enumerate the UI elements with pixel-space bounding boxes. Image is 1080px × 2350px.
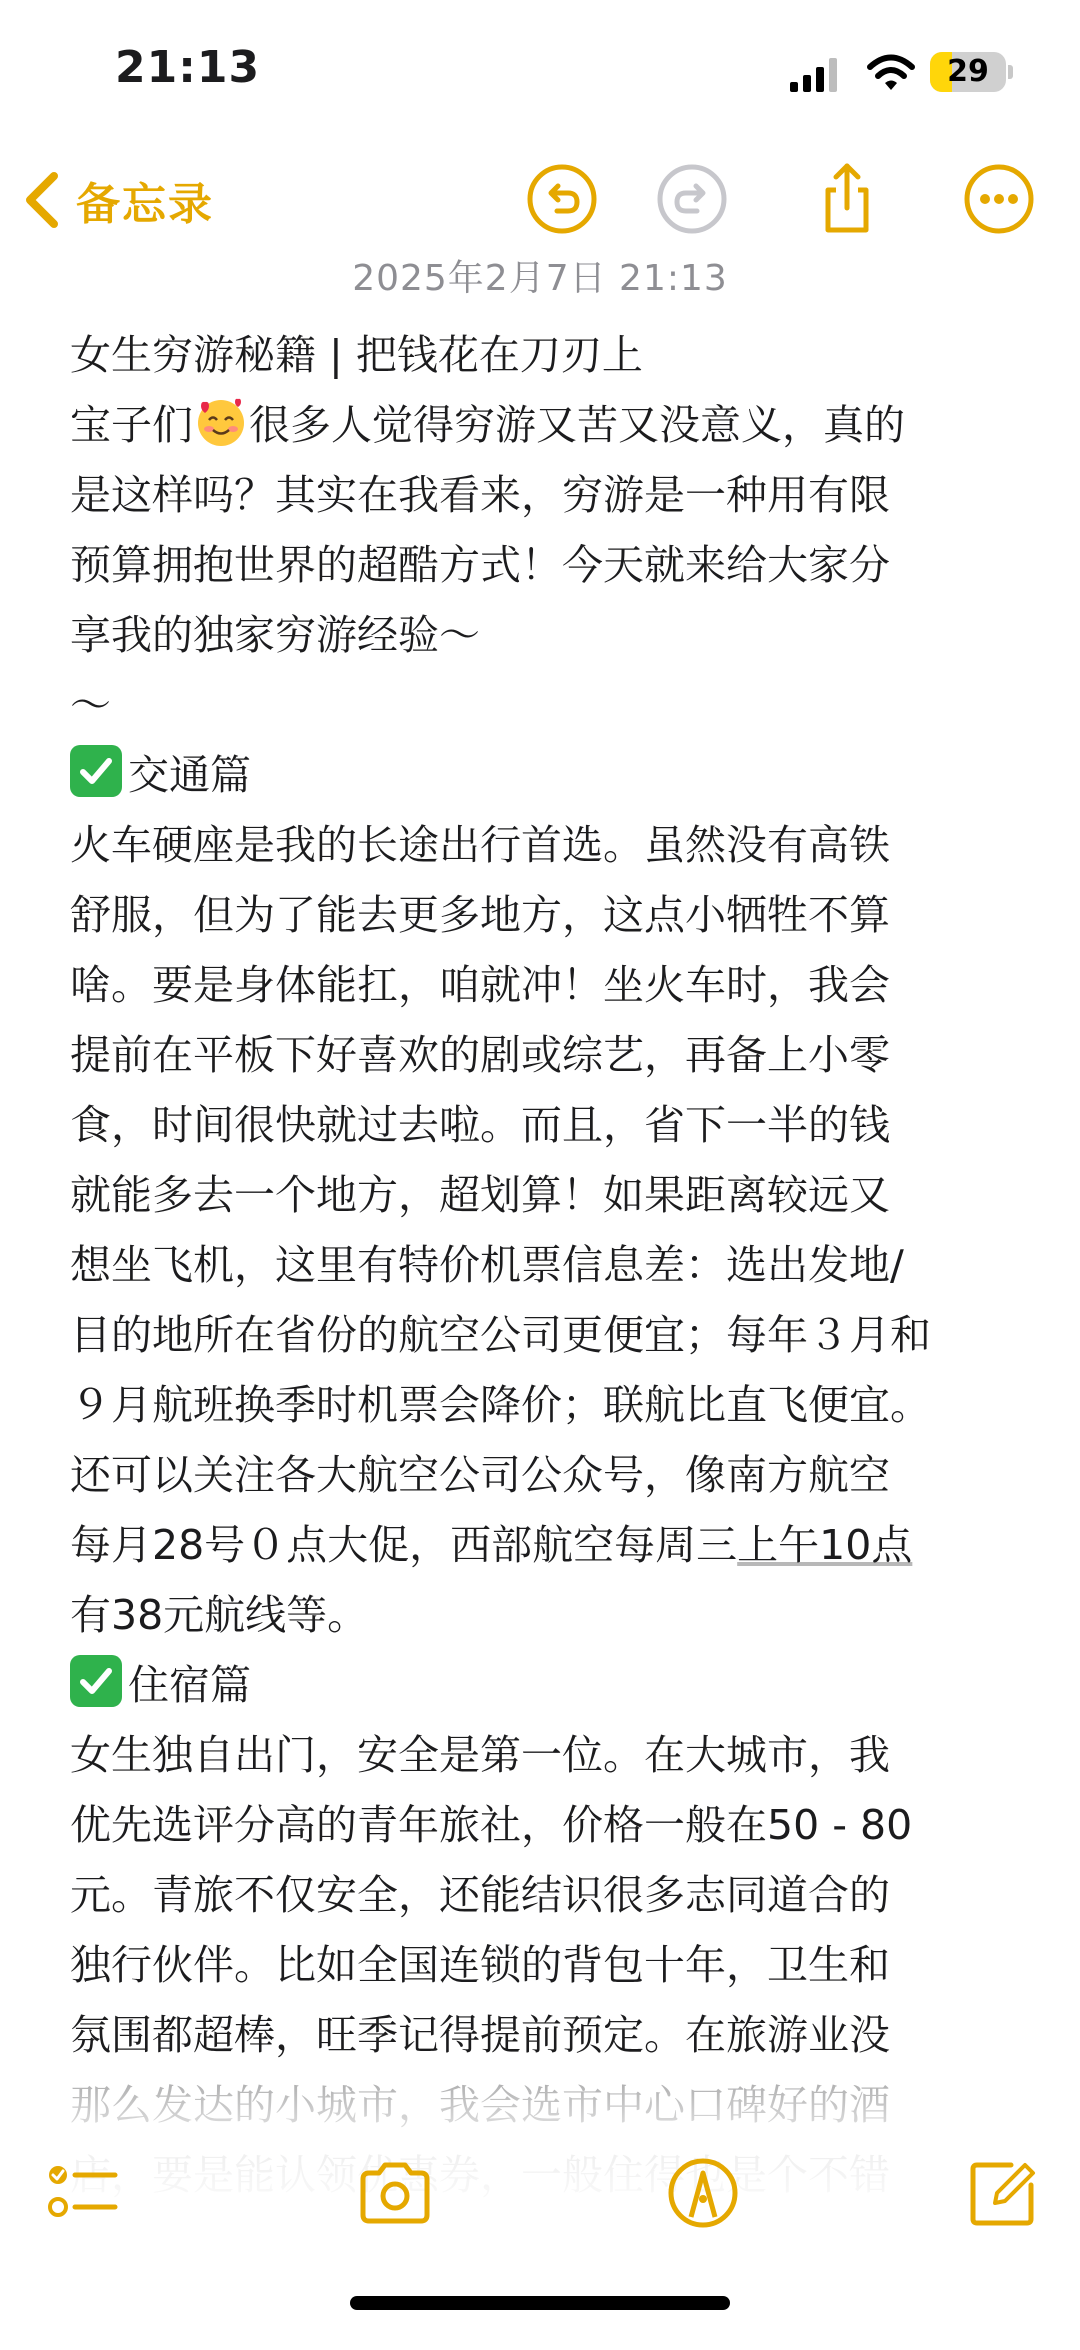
smiling-face-with-hearts-icon <box>195 396 247 448</box>
note-line: 提前在平板下好喜欢的剧或综艺，再备上小零 <box>70 1031 890 1079</box>
markup-icon[interactable] <box>665 2155 741 2231</box>
note-line: 还可以关注各大航空公司公众号，像南方航空 <box>70 1451 890 1499</box>
note-line: 想坐飞机，这里有特价机票信息差：选出发地/ <box>70 1241 904 1289</box>
check-mark-icon <box>70 745 122 797</box>
status-bar <box>0 0 1080 140</box>
home-indicator[interactable] <box>350 2296 730 2310</box>
camera-icon[interactable] <box>357 2155 433 2231</box>
wifi-icon <box>866 52 916 92</box>
note-line: 就能多去一个地方，超划算！如果距离较远又 <box>70 1171 890 1219</box>
back-button[interactable] <box>22 160 214 240</box>
share-icon[interactable] <box>810 162 884 236</box>
compose-icon[interactable] <box>965 2155 1041 2231</box>
redo-icon[interactable] <box>655 162 729 236</box>
note-line: 女生独自出门，安全是第一位。在大城市，我 <box>70 1731 890 1779</box>
note-text: 宝子们 <box>70 401 193 449</box>
note-text: 很多人觉得穷游又苦又没意义，真的 <box>249 401 905 449</box>
note-line: 独行伙伴。比如全国连锁的背包十年，卫生和 <box>70 1941 890 1989</box>
detected-time-link[interactable]: 上午10点 <box>737 1521 913 1569</box>
note-line: 氛围都超棒，旺季记得提前预定。在旅游业没 <box>70 2011 890 2059</box>
note-line: 食，时间很快就过去啦。而且，省下一半的钱 <box>70 1101 890 1149</box>
section-heading-transport <box>70 740 1020 810</box>
note-line: 享我的独家穷游经验～ <box>70 611 480 659</box>
chevron-left-icon <box>22 170 64 230</box>
note-line: 舒服，但为了能去更多地方，这点小牺牲不算 <box>70 891 890 939</box>
section-heading-label: 交通篇 <box>128 751 251 799</box>
note-date: 2025年2月7日 21:13 <box>352 258 728 299</box>
battery-body <box>930 52 1006 92</box>
more-options-icon[interactable] <box>962 162 1036 236</box>
battery-level: 29 <box>947 54 989 89</box>
note-line: 优先选评分高的青年旅社，价格一般在50 - 80 <box>70 1801 913 1849</box>
note-text: 每月28号０点大促，西部航空每周三 <box>70 1521 738 1569</box>
nav-bar <box>0 150 1080 250</box>
note-line: ～ <box>70 681 111 729</box>
checklist-icon[interactable] <box>45 2155 121 2231</box>
battery-tip <box>1008 65 1013 79</box>
note-line: 预算拥抱世界的超酷方式！今天就来给大家分 <box>70 541 890 589</box>
note-line: 是这样吗？其实在我看来，穷游是一种用有限 <box>70 471 890 519</box>
status-time: 21:13 <box>115 42 261 93</box>
note-line: 元。青旅不仅安全，还能结识很多志同道合的 <box>70 1871 890 1919</box>
note-line <box>70 1510 1020 1580</box>
note-line: 有38元航线等。 <box>70 1591 369 1639</box>
cellular-signal-icon <box>790 58 840 92</box>
note-line: 啥。要是身体能扛，咱就冲！坐火车时，我会 <box>70 961 890 1009</box>
back-label: 备忘录 <box>76 179 214 230</box>
section-heading-label: 住宿篇 <box>128 1661 251 1709</box>
note-line: ９月航班换季时机票会降价；联航比直飞便宜。 <box>70 1381 931 1429</box>
check-mark-icon <box>70 1655 122 1707</box>
battery-indicator <box>930 52 1014 92</box>
note-line: 目的地所在省份的航空公司更便宜；每年３月和 <box>70 1311 931 1359</box>
section-heading-lodging <box>70 1650 1020 1720</box>
undo-icon[interactable] <box>525 162 599 236</box>
note-line <box>70 390 1020 460</box>
note-title: 女生穷游秘籍 | 把钱花在刀刃上 <box>70 331 643 379</box>
note-body[interactable] <box>70 320 1020 2350</box>
note-line: 火车硬座是我的长途出行首选。虽然没有高铁 <box>70 821 890 869</box>
